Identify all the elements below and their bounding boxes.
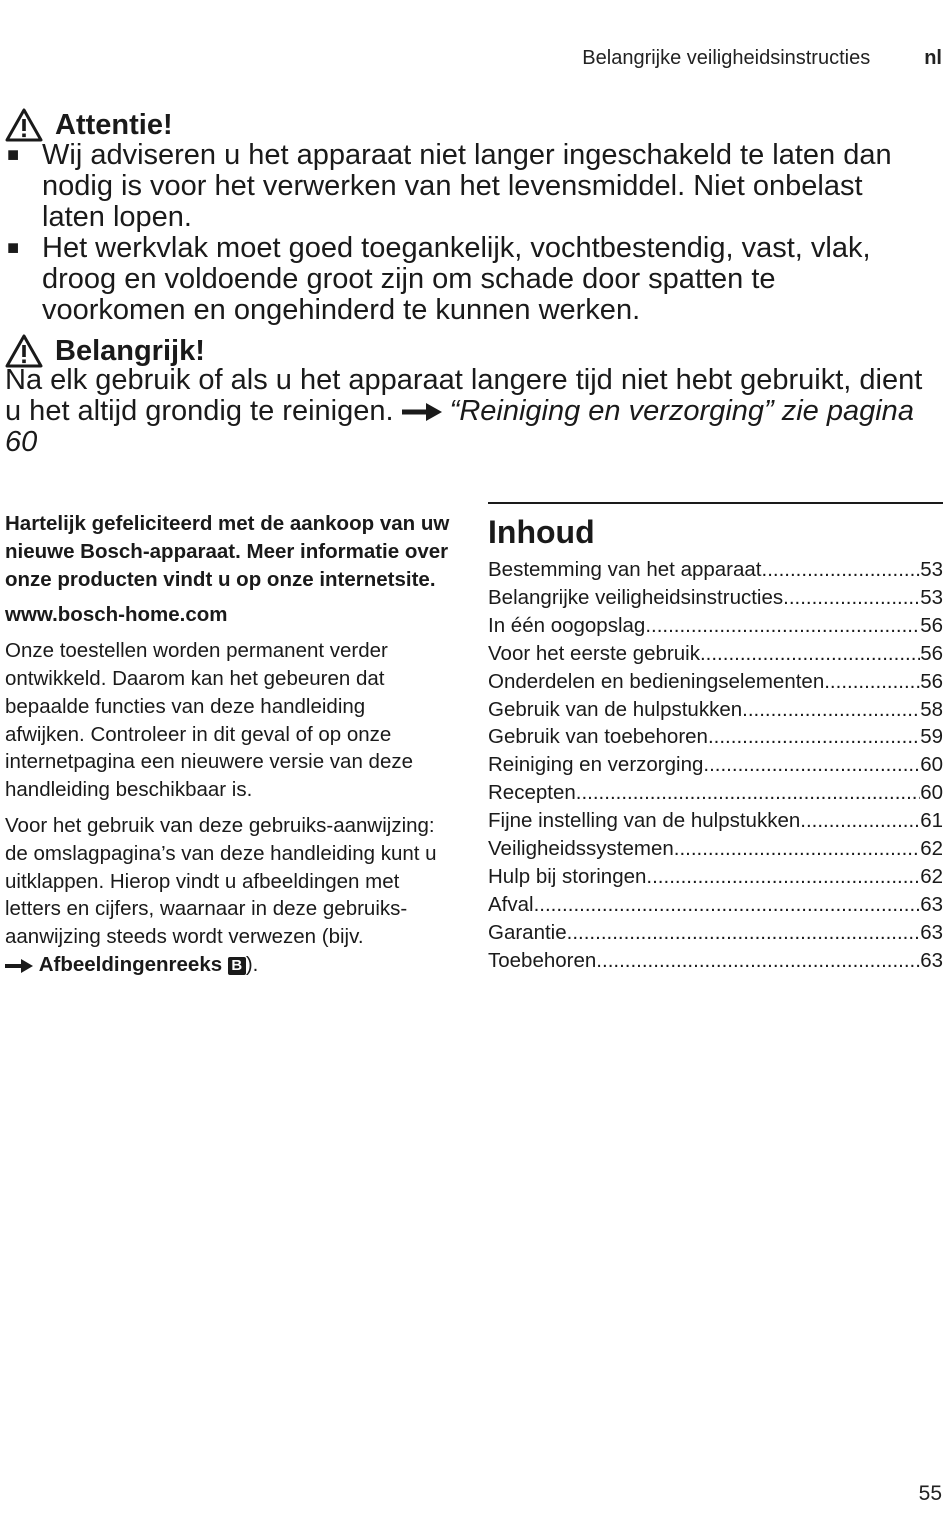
arrow-right-icon [5,959,33,973]
attention-item-text: Het werkvlak moet goed toegankelijk, vochtbestendig, vast, vlak, droog en voldoende groot zijn om schade door spatten te voorkomen en ongehinderd te kunnen werken. [42,232,871,326]
toc-entry-title: Fijne instelling van de hulpstukken [488,809,801,833]
toc-leader-dots [567,919,921,947]
toc-leader-dots [576,779,920,807]
toc-entry-title: Veiligheidssystemen [488,837,674,861]
toc-entry-page: 53 [920,585,943,609]
important-reference: “Reiniging en verzorging” zie pagina 60 [5,395,914,458]
toc-entry-page: 63 [920,920,943,944]
toc-entry-title: Gebruik van toebehoren [488,725,708,749]
toc-entry[interactable] [488,723,943,751]
toc-entry[interactable] [488,919,943,947]
toc-entry-page: 61 [920,809,943,833]
toc-entry-title: Hulp bij storingen [488,864,647,888]
intro-column [5,510,450,987]
toc-leader-dots [800,807,920,835]
toc-leader-dots [645,612,920,640]
toc-entry[interactable] [488,891,943,919]
toc-entry[interactable] [488,556,943,584]
development-notice: Onze toestellen worden permanent verder ontwikkeld. Daarom kan het gebeuren dat bepaalde functies van deze handleiding afwijken. Controleer in dit geval of op onze internetpagina een nieuwere versie van deze handleiding beschikbaar is. [5,639,413,802]
usage-notice-text: Voor het gebruik van deze gebruiks-aanwijzing: de omslagpagina’s van deze handleiding kunt u uitklappen. Hierop vindt u afbeeldingen met letters en cijfers, waarnaar in deze gebruiks-aanwijzing steeds wordt verwezen (bijv. [5,813,437,949]
toc-entry-page: 56 [920,669,943,693]
toc-entry-title: Recepten [488,781,576,805]
toc-leader-dots [708,723,920,751]
toc-leader-dots [824,668,920,696]
toc-entry[interactable] [488,668,943,696]
important-body: Na elk gebruik of als u het apparaat langere tijd niet hebt gebruikt, dient u het altijd grondig te reinigen. [5,364,923,427]
arrow-right-icon [402,403,442,421]
toc-leader-dots [646,863,920,891]
attention-item-text: Wij adviseren u het apparaat niet langer ingeschakeld te laten dan nodig is voor het verwerken van het levensmiddel. Niet onbelast laten lopen. [42,139,892,233]
figure-reference-close: ). [245,952,259,976]
toc-entry[interactable] [488,696,943,724]
attention-list [5,140,905,326]
table-of-contents [488,502,943,975]
toc-entry-page: 56 [920,641,943,665]
running-header-section: Belangrijke veiligheidsinstructies [582,47,871,69]
attention-heading [5,108,173,142]
toc-entry-page: 62 [920,837,943,861]
website-link[interactable]: www.bosch-home.com [5,603,228,627]
toc-entry-page: 53 [920,558,943,581]
running-header [582,47,942,70]
congratulations-text: Hartelijk gefeliciteerd met de aankoop van uw nieuwe Bosch-apparaat. Meer informatie over onze producten vindt u op onze internetsite. [5,512,450,591]
toc-leader-dots [783,584,920,612]
toc-leader-dots [674,835,920,863]
figure-letter-badge: B [228,957,246,975]
toc-entry-page: 56 [920,613,943,637]
toc-entry-page: 63 [920,892,943,916]
language-code: nl [924,47,942,69]
warning-triangle-icon [5,108,43,142]
usage-notice [5,812,450,979]
bullet: ■ [7,237,20,259]
toc-entry-page: 60 [920,753,943,777]
toc-entry-page: 59 [920,725,943,749]
toc-entry-title: Gebruik van de hulpstukken [488,697,743,721]
important-title: Belangrijk! [55,334,205,367]
toc-leader-dots [742,696,920,724]
toc-entry-title: Bestemming van het apparaat [488,558,762,581]
toc-leader-dots [700,640,920,668]
toc-entry-title: Belangrijke veiligheidsinstructies [488,585,784,609]
list-item [5,233,905,326]
toc-entry-page: 62 [920,864,943,888]
toc-entry-title: Onderdelen en bedieningselementen [488,669,825,693]
toc-entry-page: 60 [920,781,943,805]
list-item [5,140,905,233]
toc-entry[interactable] [488,584,943,612]
toc-entry[interactable] [488,947,943,975]
toc-entry-title: Toebehoren [488,948,597,972]
toc-leader-dots [534,891,921,919]
toc-leader-dots [762,556,921,584]
important-text [5,365,925,458]
toc-leader-dots [596,947,920,975]
toc-entry[interactable] [488,835,943,863]
attention-title: Attentie! [55,108,173,141]
toc-title: Inhoud [488,514,595,550]
toc-entry[interactable] [488,751,943,779]
important-heading [5,334,205,368]
toc-entry-title: Afval [488,892,534,916]
toc-entry-page: 63 [920,948,943,972]
toc-list [488,556,943,975]
warning-triangle-icon [5,334,43,368]
toc-entry-title: Voor het eerste gebruik [488,641,700,665]
bullet: ■ [7,144,20,166]
toc-entry[interactable] [488,863,943,891]
toc-entry-title: Reiniging en verzorging [488,753,704,777]
toc-entry-title: Garantie [488,920,567,944]
toc-entry-title: In één oogopslag [488,613,646,637]
page-number: 55 [918,1482,942,1505]
toc-entry-page: 58 [920,697,943,721]
toc-entry[interactable] [488,807,943,835]
toc-entry[interactable] [488,640,943,668]
toc-entry[interactable] [488,779,943,807]
figure-reference-label: Afbeeldingenreeks [38,952,223,976]
toc-leader-dots [703,751,920,779]
toc-entry[interactable] [488,612,943,640]
